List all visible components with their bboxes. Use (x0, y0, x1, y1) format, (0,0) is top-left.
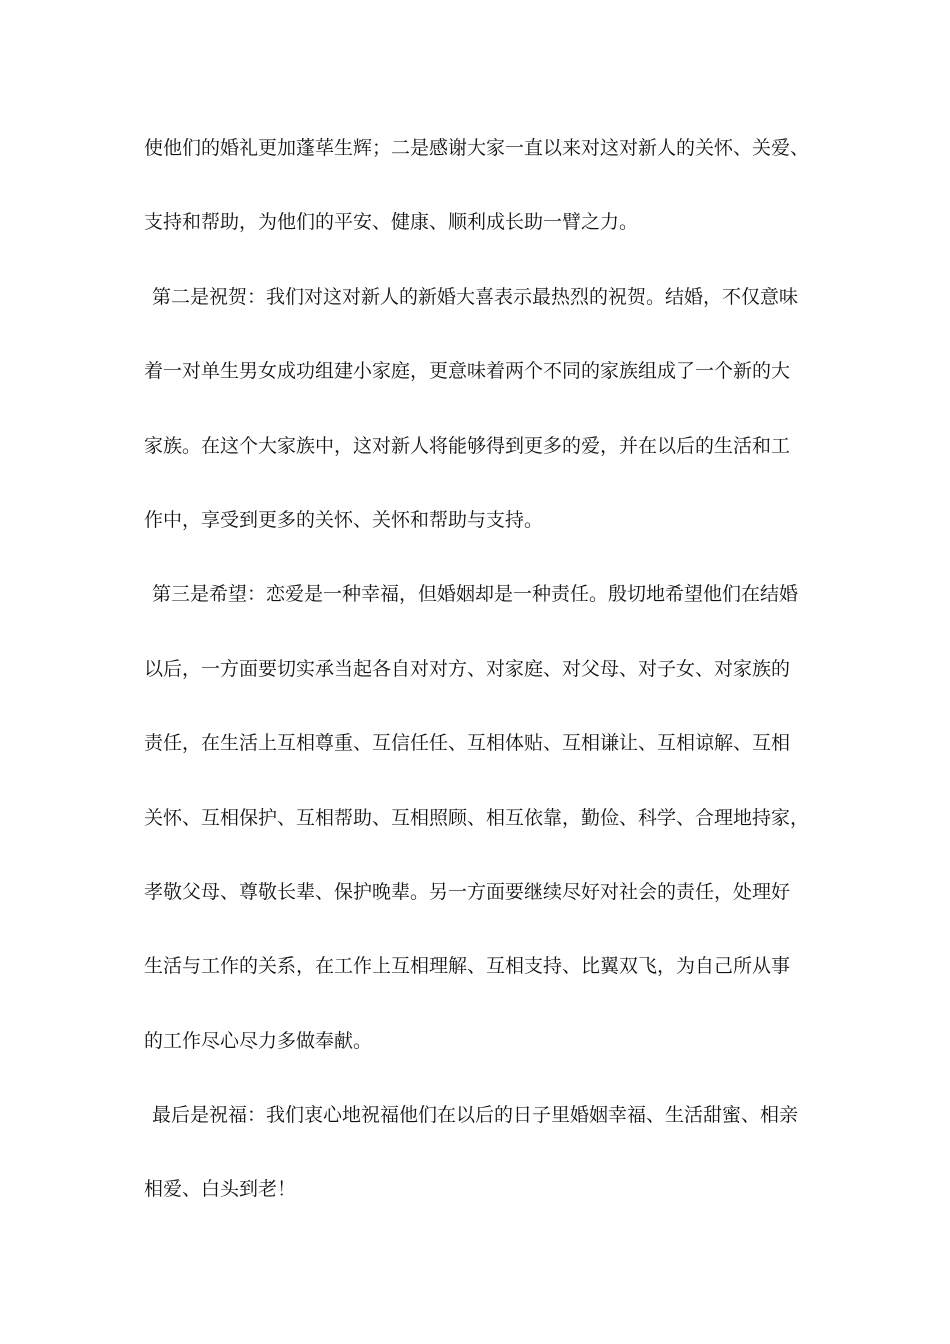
text-line: 家族。在这个大家族中，这对新人将能够得到更多的爱，并在以后的生活和工 (144, 434, 791, 457)
text-line: 作中，享受到更多的关怀、关怀和帮助与支持。 (144, 508, 544, 531)
text-line: 支持和帮助，为他们的平安、健康、顺利成长助一臂之力。 (144, 211, 639, 234)
paragraph-start-line: 第二是祝贺：我们对这对新人的新婚大喜表示最热烈的祝贺。结婚，不仅意味 (152, 285, 799, 308)
text-line: 孝敬父母、尊敬长辈、保护晚辈。另一方面要继续尽好对社会的责任，处理好 (144, 880, 791, 903)
paragraph-start-line: 第三是希望：恋爱是一种幸福，但婚姻却是一种责任。殷切地希望他们在结婚 (152, 583, 799, 606)
text-line: 着一对单生男女成功组建小家庭，更意味着两个不同的家族组成了一个新的大 (144, 360, 791, 383)
paragraph-start-line: 最后是祝福：我们衷心地祝福他们在以后的日子里婚姻幸福、生活甜蜜、相亲 (152, 1104, 799, 1127)
text-line: 的工作尽心尽力多做奉献。 (144, 1029, 373, 1052)
text-line: 以后，一方面要切实承当起各自对对方、对家庭、对父母、对子女、对家族的 (144, 657, 791, 680)
text-line: 生活与工作的关系，在工作上互相理解、互相支持、比翼双飞，为自己所从事 (144, 955, 791, 978)
text-line: 关怀、互相保护、互相帮助、互相照顾、相互依靠，勤俭、科学、合理地持家， (144, 806, 810, 829)
body-text (144, 118, 814, 1234)
text-line: 相爱、白头到老！ (144, 1178, 297, 1201)
text-line: 责任，在生活上互相尊重、互信任任、互相体贴、互相谦让、互相谅解、互相 (144, 732, 791, 755)
text-line: 使他们的婚礼更加蓬荜生辉；二是感谢大家一直以来对这对新人的关怀、关爱、 (144, 137, 810, 159)
